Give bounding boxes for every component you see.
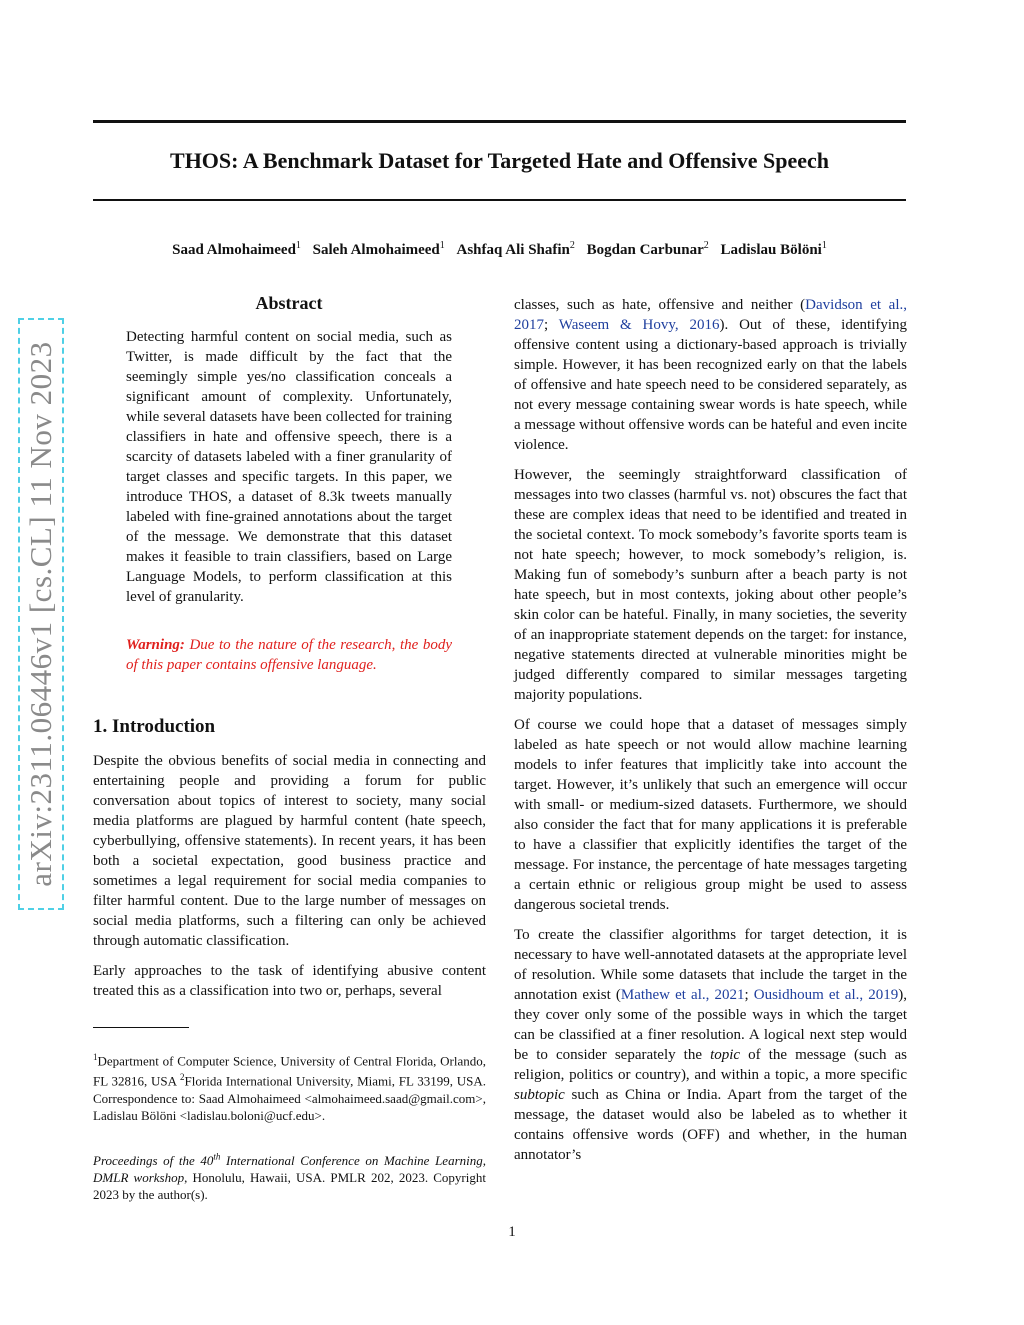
footnote-affiliations: $^1$Department of Computer Science, University of Central Florida, Orlando, FL 32816, USA $^2$Florida International University, Miami, FL 33199, USA. Correspondence to: Saad Almohaimeed <almohaimeed.saad@gmail.com>, Ladislau Bölöni <ladislau.boloni@ucf.edu>. — [93, 1052, 486, 1123]
paragraph: classes, such as hate, offensive and neither (Davidson et al., 2017; Waseem & Hovy, 2016). Out of these, identifying offensive content using a dictionary-based approach is trivially simple. However, it has been recognized early on that the labels of offensive and hate speech need to be considered separately, as not every message containing swear words is hate speech, while a message without offensive words can be hateful and even incite violence. — [514, 297, 908, 453]
paragraph: Early approaches to the task of identifying abusive content treated this as a classification into two or, perhaps, several — [93, 963, 486, 999]
abstract-warning — [126, 635, 452, 675]
author: Saleh Almohaimeed$^1$ — [312, 240, 445, 258]
citation-link[interactable]: Waseem & Hovy, 2016 — [558, 317, 720, 333]
right-column-body — [514, 295, 907, 1175]
footnote-proceedings: Proceedings of the 40th International Conference on Machine Learning, DMLR workshop, Honolulu, Hawaii, USA. PMLR 202, 2023. Copyright 2023 by the author(s). — [93, 1152, 486, 1203]
abstract-text: Detecting harmful content on social media, such as Twitter, is made difficult by the fact that the seemingly simple yes/no classification conceals a significant amount of complexity. Unfortunately, while several datasets have been collected for training classifiers in hate and offensive speech, there is a scarcity of datasets labeled with a finer granularity of target classes and specific targets. In this paper, we introduce THOS, a dataset of 8.3k tweets manually labeled with fine-grained annotations about the target of the message. We demonstrate that this dataset makes it feasible to train classifiers, based on Large Language Models, to perform classification at this level of granularity. — [126, 329, 452, 605]
left-column-body — [93, 751, 486, 1011]
arxiv-stamp[interactable] — [18, 318, 64, 910]
arxiv-stamp-text: arXiv:2311.06446v1 [cs.CL] 11 Nov 2023 — [23, 341, 58, 887]
section-heading-introduction: 1. Introduction — [93, 716, 216, 737]
citation-link[interactable]: Mathew et al., 2021 — [620, 987, 745, 1003]
citation-link[interactable]: Davidson et al., 2017 — [514, 297, 907, 333]
citation-link[interactable]: Ousidhoum et al., 2019 — [753, 987, 899, 1003]
abstract-heading: Abstract — [255, 293, 323, 313]
author: Ladislau Bölöni$^1$ — [720, 240, 827, 258]
author: Bogdan Carbunar$^2$ — [586, 240, 709, 258]
page-number: 1 — [508, 1224, 516, 1240]
paragraph: However, the seemingly straightforward classification of messages into two classes (harmful vs. not) obscures the fact that these are complex ideas that need to be identified and treated in the societal context. To mock somebody’s favorite sports team is not hate speech; however, to mock somebody’s religion, is. Making fun of somebody’s sunburn after a beach party is not hate speech, but in most contexts, joking about other people’s skin color can be hateful. Finally, in many societies, the severity of an inappropriate statement depends on the target: for instance, negative statements directed at vulnerable minorities might be judged differently compared to similar messages targeting majority populations. — [514, 467, 907, 703]
title-top-rule — [93, 120, 906, 123]
warning-label: Warning: — [126, 637, 185, 653]
footnote-rule — [93, 1027, 189, 1028]
author-list — [93, 236, 906, 260]
author: Ashfaq Ali Shafin$^2$ — [456, 240, 575, 258]
author: Saad Almohaimeed$^1$ — [172, 240, 301, 258]
paragraph: To create the classifier algorithms for target detection, it is necessary to have well-annotated datasets at the appropriate level of resolution. While some datasets that include the target in the annotation exist (Mathew et al., 2021; Ousidhoum et al., 2019), they cover only some of the possible ways in which the target can be classified at a finer resolution. A logical next step would be to consider separately the topic of the message (such as religion, politics or country), and within a topic, a more specific subtopic such as China or India. Apart from the target of the message, the dataset would also be labeled as to whether it contains offensive words (OFF) and whether, in the human annotator’s — [514, 927, 908, 1163]
paragraph: Despite the obvious benefits of social media in connecting and entertaining people and providing a forum for public conversation about topics of interest to society, many social media platforms are plagued by harmful content (hate speech, cyberbullying, offensive statements). In recent years, it has been both a societal expectation, good business practice and sometimes a legal requirement for social media companies to filter harmful content. Due to the large number of messages on social media platforms, such a filtering can only be achieved through automatic classification. — [93, 753, 486, 949]
paragraph: Of course we could hope that a dataset of messages simply labeled as hate speech or not would allow machine learning models to infer features that implicitly take into account the target. However, it’s unlikely that such an emergence will occur with small- or medium-sized datasets. Furthermore, we should also consider the fact that for many applications it is preferable to have a classifier that explicitly identifies the target of the message. For instance, the percentage of hate messages targeting a certain ethnic or religious group might be used to assess dangerous societal trends. — [514, 717, 907, 913]
title-bottom-rule — [93, 199, 906, 201]
paper-title: THOS: A Benchmark Dataset for Targeted Hate and Offensive Speech — [170, 148, 829, 173]
warning-text: Due to the nature of the research, the body of this paper contains offensive language. — [126, 637, 453, 673]
